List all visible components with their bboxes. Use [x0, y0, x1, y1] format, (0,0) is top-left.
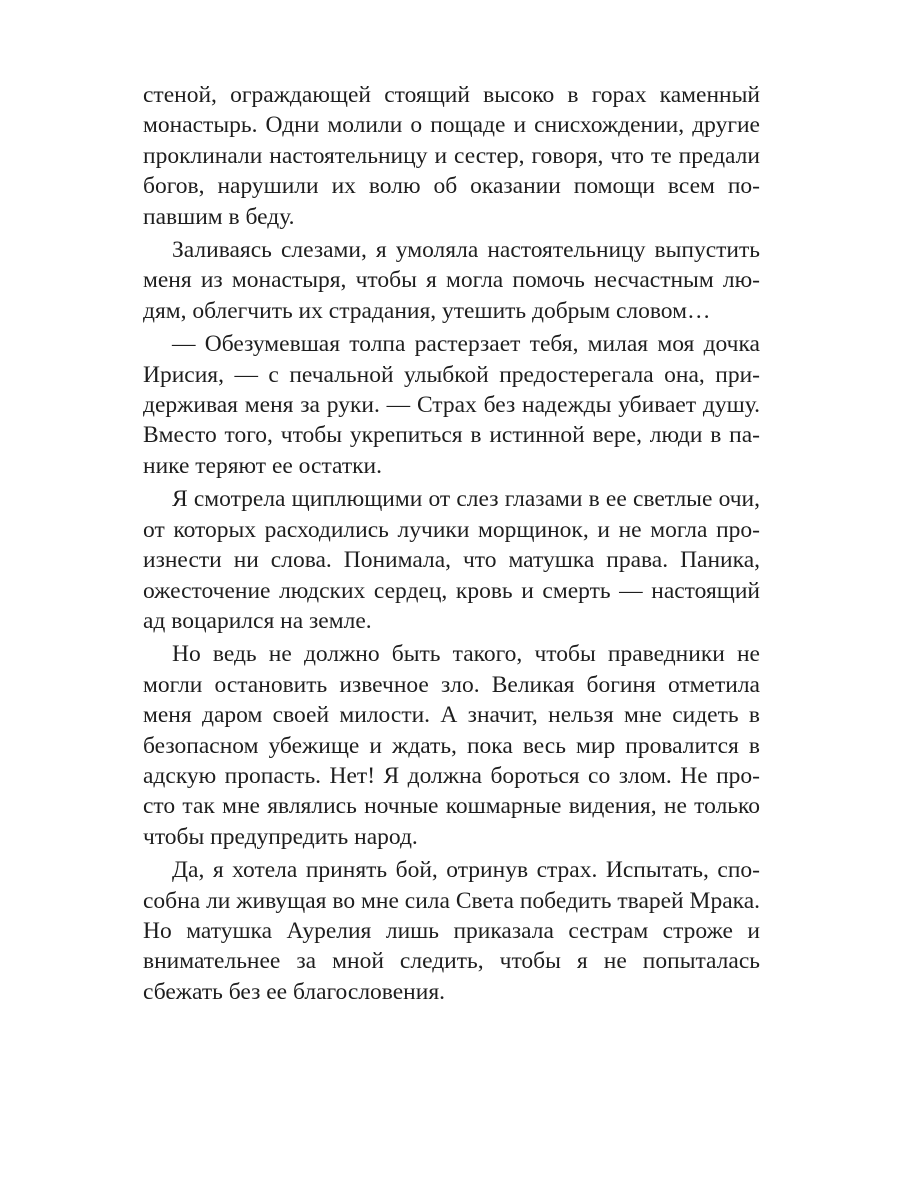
paragraph-1: стеной, ограждающей стоящий высоко в горах каменный монастырь. Одни молили о пощаде и снисхождении, другие проклинали настоятельницу и сестер, говоря, что те предали богов, нарушили их волю об оказании помощи всем попавшим в беду. [143, 82, 760, 230]
paragraph-3: — Обезумевшая толпа растерзает тебя, милая моя дочка Ирисия, — с печальной улыбкой предостерегала она, придерживая меня за руки. — Страх без надежды убивает душу. Вместо того, чтобы укрепиться в истинной вере, люди в панике теряют ее остатки. [143, 331, 760, 479]
paragraph-2: Заливаясь слезами, я умоляла настоятельницу выпустить меня из монастыря, чтобы я могла помочь несчастным людям, облегчить их страдания, утешить добрым словом… [143, 237, 760, 324]
paragraph-5: Но ведь не должно быть такого, чтобы праведники не могли остановить извечное зло. Великая богиня отметила меня даром своей милости. А значит, нельзя мне сидеть в безопасном убежище и ждать, пока весь мир провалится в адскую пропасть. Нет! Я должна бороться со злом. Не просто так мне являлись ночные кошмарные видения, не только чтобы предупредить народ. [143, 641, 760, 850]
paragraph-4: Я смотрела щиплющими от слез глазами в ее светлые очи, от которых расходились лучики морщинок, и не могла произнести ни слова. Понимала, что матушка права. Паника, ожесточение людских сердец, кровь и смерть — настоящий ад воцарился на земле. [143, 486, 760, 634]
paragraph-6: Да, я хотела принять бой, отринув страх. Испытать, способна ли живущая во мне сила Света победить тварей Мрака. Но матушка Аурелия лишь приказала сестрам строже и внимательнее за мной следить, чтобы я не попыталась сбежать без ее благословения. [143, 857, 760, 1005]
body-text [143, 80, 760, 1007]
